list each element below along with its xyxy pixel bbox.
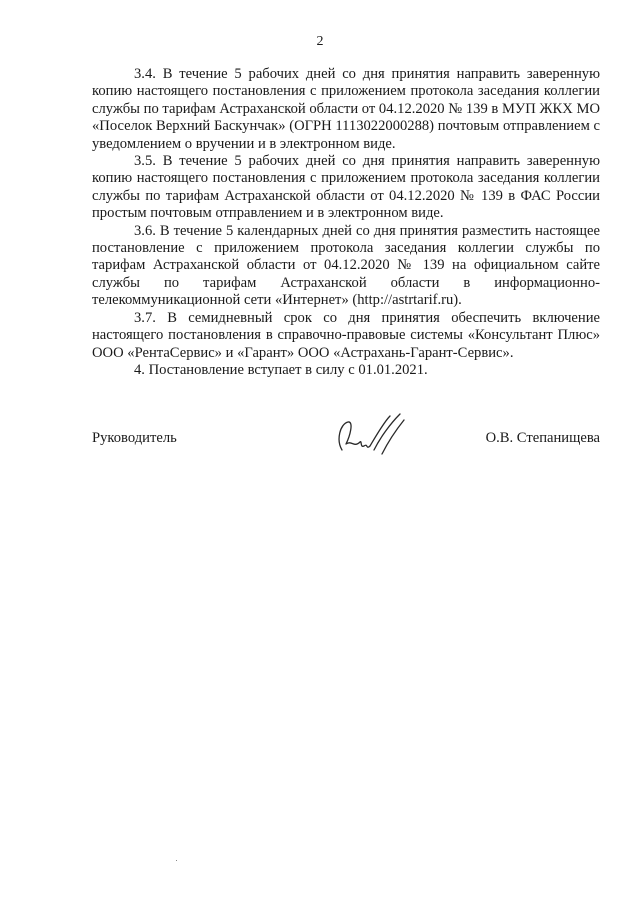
paragraph-3-6: 3.6. В течение 5 календарных дней со дня принятия разместить настоящее постановление с приложением протокола заседания коллегии службы по тарифам Астраханской области от 04.12.2020 № 139 на официальном сайте службы по тарифам Астраханской области в информационно-телекоммуникационной сети «Интернет» (http://astrtarif.ru). [92, 222, 600, 309]
paragraph-3-7: 3.7. В семидневный срок со дня принятия обеспечить включение настоящего постановления в справочно-правовые системы «Консультант Плюс» ООО «РентаСервис» и «Гарант» ООО «Астрахань-Гарант-Сервис». [92, 309, 600, 361]
page-number: 2 [316, 34, 324, 49]
paragraph-3-5: 3.5. В течение 5 рабочих дней со дня принятия направить заверенную копию настоящего постановления с приложением протокола заседания коллегии службы по тарифам Астраханской области от 04.12.2020 № 139 в ФАС России простым почтовым отправлением и в электронном виде. [92, 153, 600, 222]
paragraph-3-4: 3.4. В течение 5 рабочих дней со дня принятия направить заверенную копию настоящего постановления с приложением протокола заседания коллегии службы по тарифам Астраханской области от 04.12.2020 № 139 в МУП ЖКХ МО «Поселок Верхний Баскунчак» (ОГРН 1113022000288) почтовым отправлением с уведомлением о вручении и в электронном виде. [92, 66, 600, 152]
signatory-title: Руководитель [92, 430, 177, 446]
signatory-name: О.В. Степанищева [485, 430, 600, 446]
paragraph-4: 4. Постановление вступает в силу с 01.01.2021. [134, 361, 428, 378]
handwritten-signature [330, 410, 410, 460]
signature-block [92, 410, 600, 470]
document-body [92, 66, 600, 379]
scan-speck [176, 860, 177, 861]
